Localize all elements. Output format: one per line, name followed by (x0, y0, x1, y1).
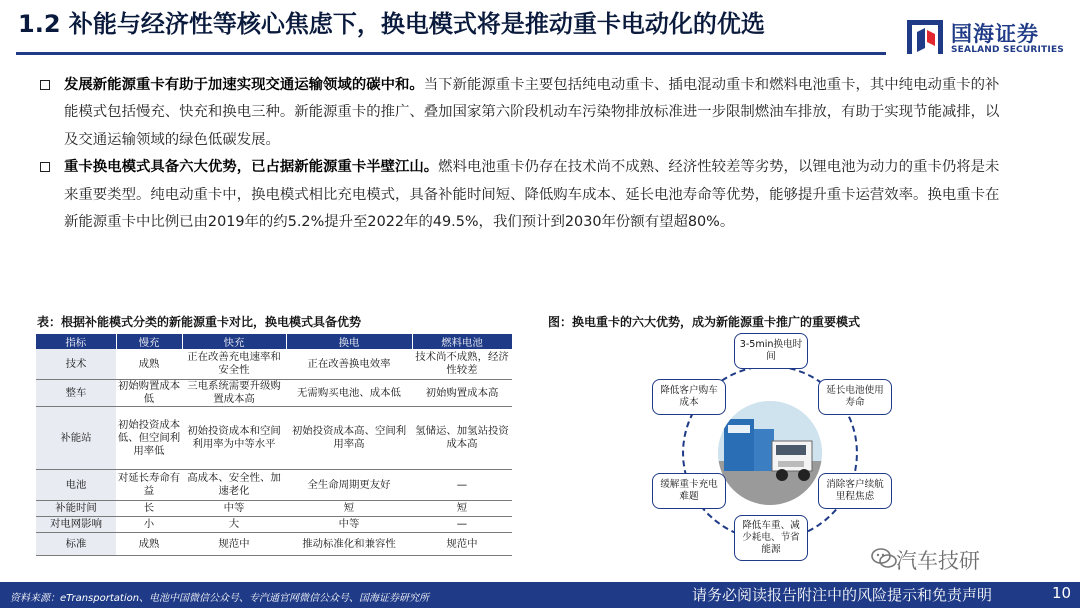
table-row (36, 517, 512, 533)
bullet-item (40, 72, 1000, 154)
advantage-node: 延长电池使用寿命 (818, 379, 892, 415)
table-row (36, 501, 512, 517)
advantage-node: 缓解重卡充电难题 (652, 473, 726, 509)
table-cell: 规范中 (182, 533, 286, 556)
table-cell: 正在改善换电效率 (286, 349, 412, 380)
table-row (36, 407, 512, 470)
table-row (36, 533, 512, 556)
table-caption: 表：根据补能模式分类的新能源重卡对比，换电模式具备优势 (37, 315, 362, 329)
table-header-row (36, 334, 512, 349)
table-cell: 对电网影响 (36, 517, 116, 533)
table-cell: 成熟 (116, 349, 182, 380)
advantage-node: 降低车重、减少耗电、节省能源 (734, 515, 808, 561)
footer-disclaimer: 请务必阅读报告附注中的风险提示和免责声明 (692, 586, 993, 604)
truck-image-icon (718, 401, 822, 505)
table-cell: 初始投资成本和空间利用率为中等水平 (182, 407, 286, 470)
table-cell: 初始购置成本高 (412, 380, 512, 407)
advantages-diagram (640, 333, 900, 565)
table-cell: 正在改善充电速率和安全性 (182, 349, 286, 380)
table-cell: 补能时间 (36, 501, 116, 517)
column-header: 换电 (286, 334, 412, 349)
page-number: 10 (1052, 584, 1072, 602)
column-header: 燃料电池 (412, 334, 512, 349)
table-cell: 电池 (36, 470, 116, 501)
page-title: 1.2 补能与经济性等核心焦虑下，换电模式将是推动重卡电动化的优选 (18, 10, 765, 38)
table-cell: — (412, 517, 512, 533)
bullet-square-icon (40, 162, 50, 172)
column-header: 指标 (36, 334, 116, 349)
table-cell: 技术尚不成熟，经济性较差 (412, 349, 512, 380)
table-cell: 标准 (36, 533, 116, 556)
advantage-node: 3-5min换电时间 (734, 333, 808, 369)
title-divider (16, 52, 886, 55)
watermark-text: 汽车技研 (896, 549, 980, 573)
column-header: 慢充 (116, 334, 182, 349)
table-cell: 成熟 (116, 533, 182, 556)
company-logo (905, 18, 1065, 58)
bullet-body: 燃料电池重卡仍存在技术尚不成熟、经济性较差等劣势，以锂电池为动力的重卡仍将是未来重要类型。纯电动重卡中，换电模式相比充电模式，具备补能时间短、降低购车成本、延长电池寿命等优势，能够提升重卡运营效率。换电重卡在新能源重卡中比例已由2019年的约5.2%提升至2022年的49.5%，我们预计到2030年份额有望超80%。 (64, 159, 1000, 231)
table-cell: 规范中 (412, 533, 512, 556)
bullet-heading: 重卡换电模式具备六大优势，已占据新能源重卡半壁江山。 (64, 159, 439, 176)
bullet-heading: 发展新能源重卡有助于加速实现交通运输领域的碳中和。 (64, 77, 424, 93)
bullet-square-icon (40, 80, 50, 90)
advantage-node: 消除客户续航里程焦虑 (818, 473, 892, 509)
table-cell: 技术 (36, 349, 116, 380)
wechat-icon (871, 547, 897, 569)
table-cell: 整车 (36, 380, 116, 407)
comparison-table (36, 334, 513, 556)
table-cell: 初始投资成本低、但空间利用率低 (116, 407, 182, 470)
sealand-logo-icon (905, 18, 945, 56)
table-cell: — (412, 470, 512, 501)
bullet-item (40, 154, 1000, 236)
column-header: 快充 (182, 334, 286, 349)
table-cell: 中等 (182, 501, 286, 517)
table-cell: 三电系统需要升级购置成本高 (182, 380, 286, 407)
table-row (36, 349, 512, 380)
table-cell: 中等 (286, 517, 412, 533)
table-cell: 大 (182, 517, 286, 533)
table-cell: 小 (116, 517, 182, 533)
table-cell: 短 (286, 501, 412, 517)
bullet-body: 当下新能源重卡主要包括纯电动重卡、插电混动重卡和燃料电池重卡，其中纯电动重卡的补能模式包括慢充、快充和换电三种。新能源重卡的推广、叠加国家第六阶段机动车污染物排放标准进一步限制燃油车排放，有助于实现节能减排，以及交通运输领域的绿色低碳发展。 (64, 77, 1000, 148)
table-cell: 补能站 (36, 407, 116, 470)
footer-source: 资料来源：eTransportation、电池中国微信公众号、专汽通官网微信公众号、国海证券研究所 (10, 593, 430, 604)
table-cell: 高成本、安全性、加速老化 (182, 470, 286, 501)
table-cell: 对延长寿命有益 (116, 470, 182, 501)
figure-caption: 图：换电重卡的六大优势，成为新能源重卡推广的重要模式 (548, 315, 861, 329)
table-cell: 全生命周期更友好 (286, 470, 412, 501)
table-cell: 无需购买电池、成本低 (286, 380, 412, 407)
table-cell: 初始投资成本高、空间利用率高 (286, 407, 412, 470)
table-cell: 氢储运、加氢站投资成本高 (412, 407, 512, 470)
table-row (36, 470, 512, 501)
table-cell: 短 (412, 501, 512, 517)
logo-chinese-name: 国海证券 (951, 22, 1039, 46)
table-cell: 长 (116, 501, 182, 517)
table-cell: 初始购置成本低 (117, 380, 181, 405)
advantage-node: 降低客户购车成本 (652, 379, 726, 415)
logo-english-name: SEALAND SECURITIES (951, 45, 1064, 55)
table-row (36, 380, 512, 407)
table-cell: 推动标准化和兼容性 (286, 533, 412, 556)
swap-station-photo (718, 401, 822, 505)
bullet-list (40, 72, 1000, 236)
